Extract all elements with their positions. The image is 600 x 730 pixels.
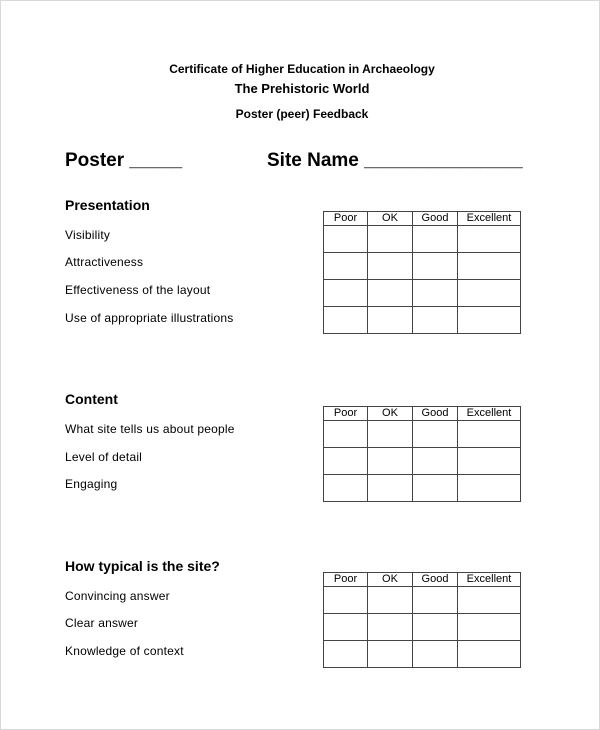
col-ok: OK — [368, 573, 413, 587]
rating-cell[interactable] — [413, 448, 458, 475]
criterion-clear-answer: Clear answer — [65, 616, 139, 630]
site-name-field-label: Site Name _______________ — [267, 150, 523, 171]
col-excellent: Excellent — [458, 407, 521, 421]
rating-cell[interactable] — [413, 307, 458, 334]
rating-cell[interactable] — [458, 226, 521, 253]
rating-cell[interactable] — [324, 280, 368, 307]
rating-cell[interactable] — [324, 475, 368, 502]
rating-cell[interactable] — [324, 253, 368, 280]
criterion-layout: Effectiveness of the layout — [65, 283, 211, 297]
rating-header-row — [324, 407, 521, 421]
form-title: Poster (peer) Feedback — [235, 107, 369, 121]
rating-cell[interactable] — [368, 448, 413, 475]
rating-cell[interactable] — [413, 614, 458, 641]
rating-cell[interactable] — [368, 587, 413, 614]
rating-cell[interactable] — [324, 448, 368, 475]
rating-header-row — [324, 212, 521, 226]
rating-cell[interactable] — [458, 448, 521, 475]
rating-row — [324, 641, 521, 668]
rating-cell[interactable] — [458, 307, 521, 334]
rating-cell[interactable] — [368, 280, 413, 307]
rating-cell[interactable] — [368, 641, 413, 668]
rating-cell[interactable] — [368, 307, 413, 334]
criterion-visibility: Visibility — [65, 228, 111, 242]
rating-row — [324, 226, 521, 253]
col-excellent: Excellent — [458, 212, 521, 226]
rating-row — [324, 475, 521, 502]
criterion-level-of-detail: Level of detail — [65, 450, 143, 464]
rating-cell[interactable] — [458, 614, 521, 641]
rating-cell[interactable] — [413, 421, 458, 448]
rating-cell[interactable] — [458, 253, 521, 280]
rating-cell[interactable] — [458, 421, 521, 448]
criterion-convincing-answer: Convincing answer — [65, 589, 170, 603]
rating-cell[interactable] — [413, 587, 458, 614]
rating-cell[interactable] — [458, 280, 521, 307]
rating-header-row — [324, 573, 521, 587]
rating-cell[interactable] — [324, 421, 368, 448]
rating-row — [324, 587, 521, 614]
col-poor: Poor — [324, 573, 368, 587]
rating-cell[interactable] — [368, 421, 413, 448]
rating-cell[interactable] — [413, 280, 458, 307]
col-ok: OK — [368, 212, 413, 226]
col-good: Good — [413, 212, 458, 226]
rating-cell[interactable] — [413, 475, 458, 502]
col-ok: OK — [368, 407, 413, 421]
rating-table-content — [323, 406, 521, 502]
criterion-illustrations: Use of appropriate illustrations — [65, 311, 234, 325]
rating-table-presentation — [323, 211, 521, 334]
criterion-about-people: What site tells us about people — [65, 422, 235, 436]
rating-cell[interactable] — [324, 587, 368, 614]
poster-field-label: Poster _____ — [65, 150, 183, 171]
rating-cell[interactable] — [324, 614, 368, 641]
module-title: The Prehistoric World — [234, 81, 370, 96]
rating-table-typicality — [323, 572, 521, 668]
criterion-knowledge-of-context: Knowledge of context — [65, 644, 184, 658]
rating-cell[interactable] — [458, 587, 521, 614]
section-title-typicality: How typical is the site? — [65, 558, 220, 574]
rating-cell[interactable] — [368, 475, 413, 502]
col-good: Good — [413, 407, 458, 421]
rating-cell[interactable] — [324, 307, 368, 334]
criterion-engaging: Engaging — [65, 477, 118, 491]
rating-cell[interactable] — [324, 641, 368, 668]
rating-row — [324, 307, 521, 334]
criterion-attractiveness: Attractiveness — [65, 255, 144, 269]
section-title-content: Content — [65, 391, 118, 407]
rating-cell[interactable] — [413, 641, 458, 668]
rating-cell[interactable] — [368, 253, 413, 280]
rating-row — [324, 614, 521, 641]
rating-row — [324, 448, 521, 475]
section-title-presentation: Presentation — [65, 197, 150, 213]
rating-cell[interactable] — [368, 226, 413, 253]
rating-cell[interactable] — [458, 641, 521, 668]
course-title: Certificate of Higher Education in Archaeology — [169, 62, 435, 76]
col-poor: Poor — [324, 212, 368, 226]
rating-cell[interactable] — [324, 226, 368, 253]
rating-cell[interactable] — [413, 253, 458, 280]
rating-row — [324, 253, 521, 280]
rating-row — [324, 421, 521, 448]
rating-cell[interactable] — [413, 226, 458, 253]
rating-cell[interactable] — [458, 475, 521, 502]
col-excellent: Excellent — [458, 573, 521, 587]
rating-cell[interactable] — [368, 614, 413, 641]
rating-row — [324, 280, 521, 307]
col-poor: Poor — [324, 407, 368, 421]
col-good: Good — [413, 573, 458, 587]
